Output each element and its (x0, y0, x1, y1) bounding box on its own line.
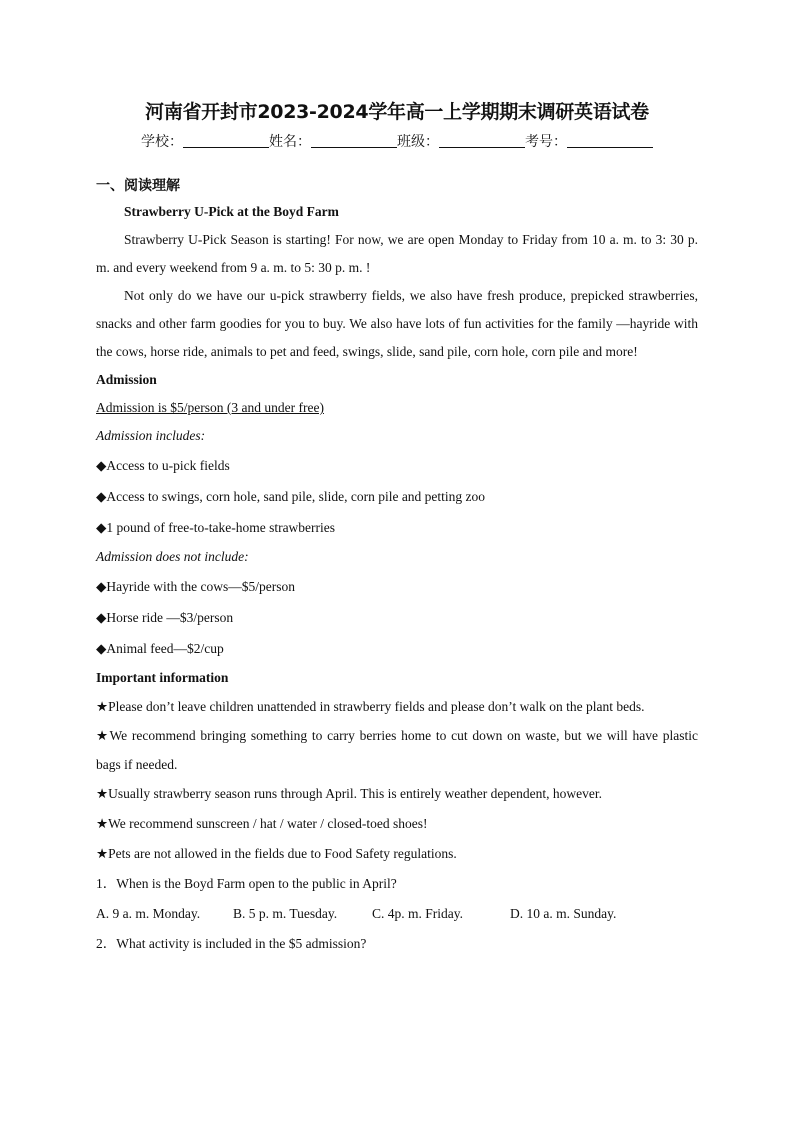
excludes-label: Admission does not include: (96, 549, 249, 564)
school-label: 学校： (141, 134, 183, 150)
excludes-item: ◆Hayride with the cows—$5/person (96, 579, 295, 594)
class-blank (439, 133, 525, 148)
info-item: ★We recommend bringing something to carry berries home to cut down on waste, but we will have plastic bags if needed. (96, 728, 698, 772)
option-b: B. 5 p. m. Tuesday. (233, 906, 338, 921)
excludes-item: ◆Animal feed—$2/cup (96, 641, 224, 656)
includes-item: ◆1 pound of free-to-take-home strawberries (96, 520, 336, 535)
school-blank (183, 133, 269, 148)
option-a: A. 9 a. m. Monday. (96, 906, 201, 921)
number-label: 考号： (525, 134, 567, 150)
admission-heading: Admission (96, 372, 157, 387)
passage-paragraph-2: Not only do we have our u-pick strawberry fields, we also have fresh produce, prepicked strawberries, snacks and other farm goodies for you to buy. We also have lots of fun activities for the family —hayride with the cows, horse ride, animals to pet and feed, swings, slide, sand pile, corn hole, corn pile and more! (96, 288, 698, 359)
info-item: ★Pets are not allowed in the fields due to Food Safety regulations. (96, 846, 457, 861)
admission-price: Admission is $5/person (3 and under free) (96, 400, 324, 415)
info-item: ★We recommend sunscreen / hat / water / closed-toed shoes! (96, 816, 428, 831)
excludes-item: ◆Horse ride —$3/person (96, 610, 234, 625)
exam-page (96, 98, 698, 959)
name-blank (311, 133, 397, 148)
important-heading: Important information (96, 670, 229, 685)
name-label: 姓名： (269, 134, 311, 150)
info-item: ★Please don’t leave children unattended in strawberry fields and please don’t walk on the plant beds. (96, 699, 645, 714)
question-2: 2．What activity is included in the $5 admission? (96, 936, 367, 951)
includes-item: ◆Access to u-pick fields (96, 458, 230, 473)
number-blank (567, 133, 653, 148)
question-1-options (96, 899, 698, 929)
class-label: 班级： (397, 134, 439, 150)
passage-heading: Strawberry U-Pick at the Boyd Farm (124, 204, 339, 219)
option-d: D. 10 a. m. Sunday. (510, 906, 617, 921)
exam-title: 河南省开封市2023-2024学年高一上学期期末调研英语试卷 (145, 101, 649, 123)
passage-paragraph-1: Strawberry U-Pick Season is starting! For now, we are open Monday to Friday from 10 a. m. to 3: 30 p. m. and every weekend from 9 a. m. to 5: 30 p. m. ! (96, 232, 698, 275)
includes-label: Admission includes: (96, 428, 206, 443)
option-c: C. 4p. m. Friday. (372, 906, 463, 921)
question-1: 1．When is the Boyd Farm open to the public in April? (96, 876, 397, 891)
student-info-line (96, 130, 698, 154)
section-title: 一、阅读理解 (96, 178, 180, 194)
info-item: ★Usually strawberry season runs through April. This is entirely weather dependent, however. (96, 786, 602, 801)
includes-item: ◆Access to swings, corn hole, sand pile, slide, corn pile and petting zoo (96, 489, 486, 504)
